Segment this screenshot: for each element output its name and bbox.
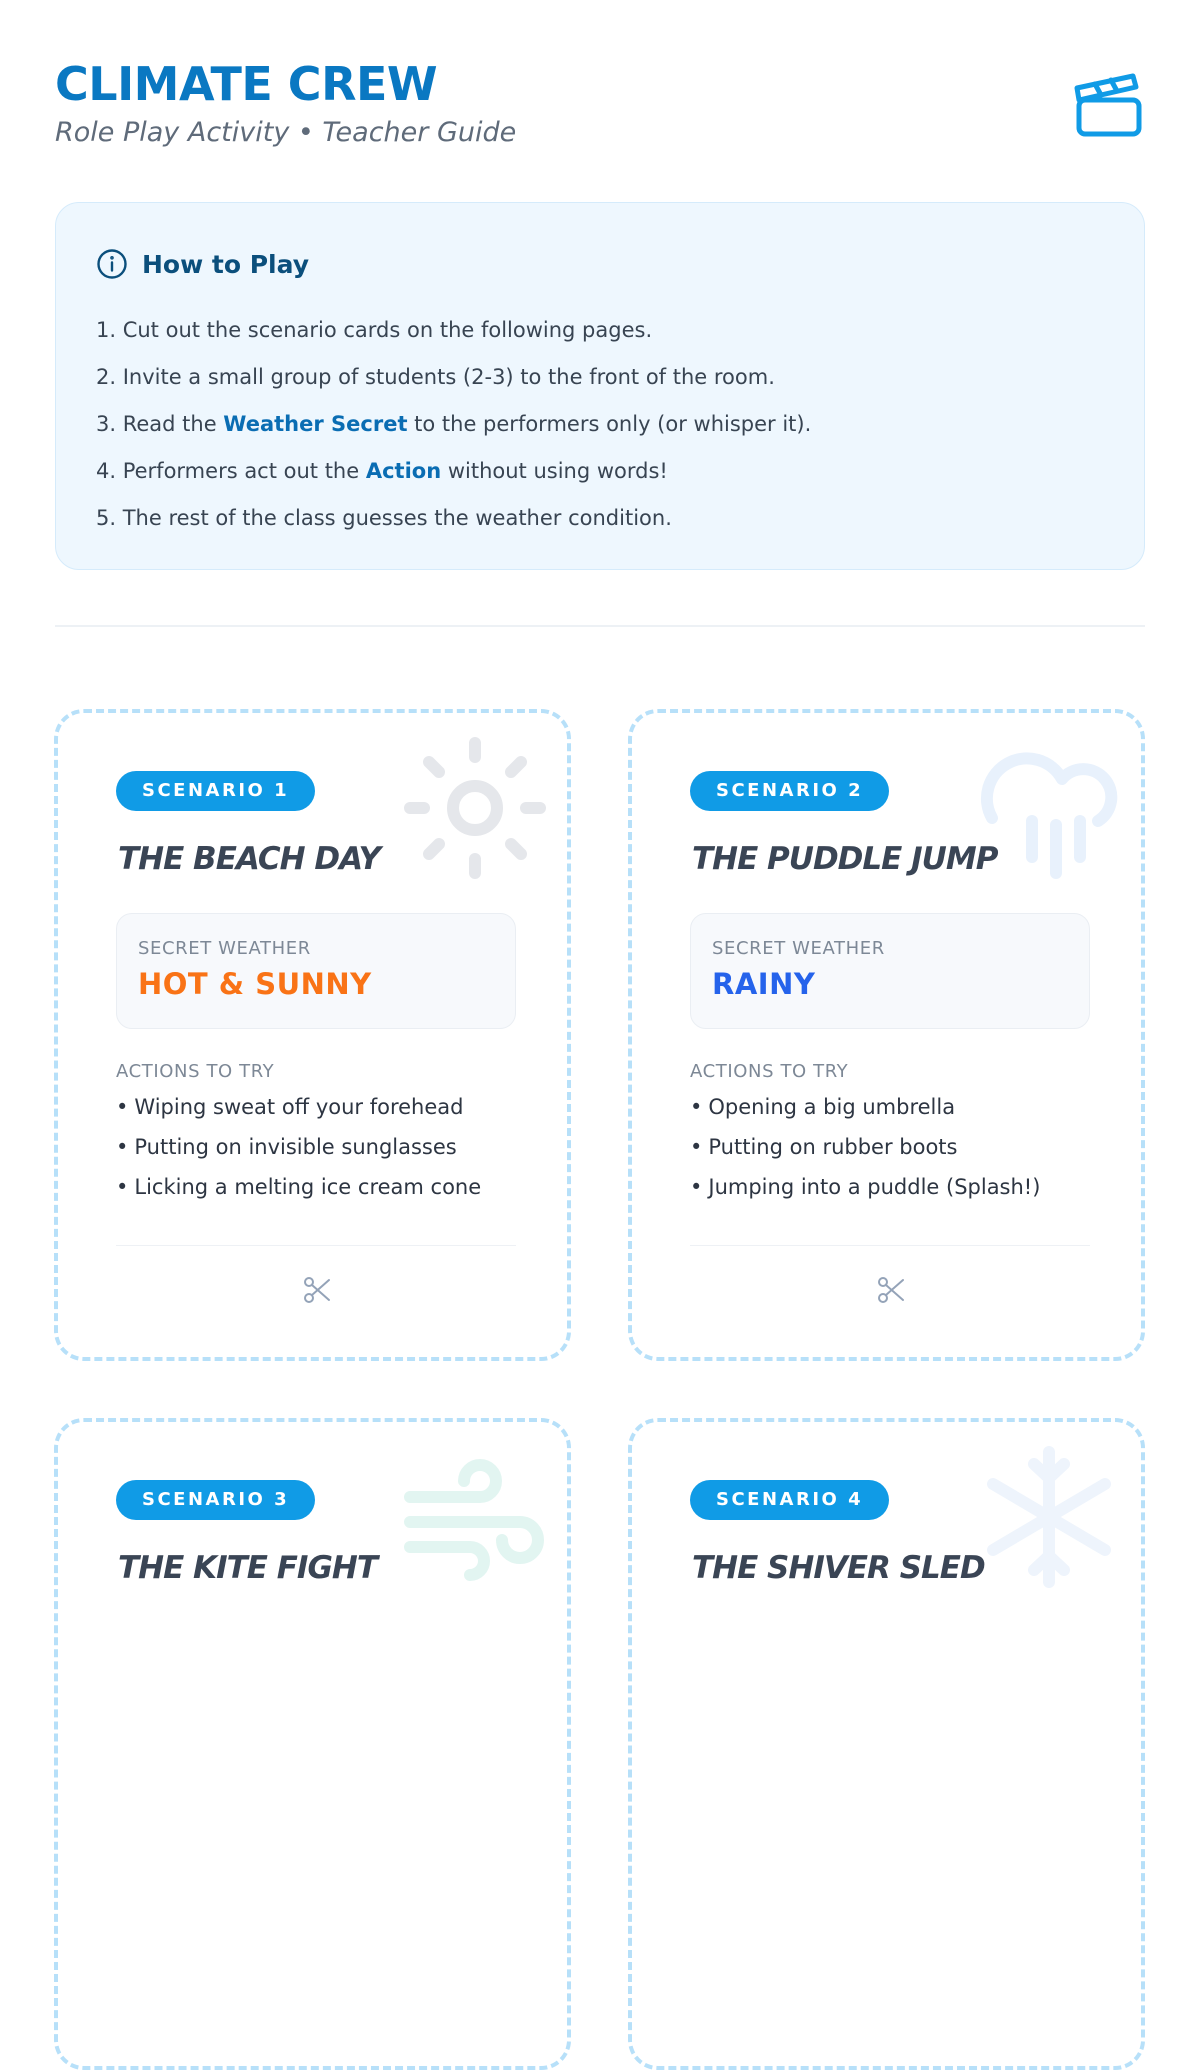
step-item: 5. The rest of the class guesses the weather condition.	[96, 506, 672, 530]
secret-weather-box	[116, 913, 516, 1029]
info-icon	[96, 248, 128, 280]
scenario-badge: SCENARIO 4	[690, 1480, 889, 1520]
actions-list	[116, 1087, 481, 1207]
step-highlight: Weather Secret	[223, 412, 408, 436]
sun-icon	[400, 733, 550, 883]
step-item: 3. Read the Weather Secret to the performers only (or whisper it).	[96, 412, 812, 436]
wind-icon	[400, 1442, 550, 1592]
page-header	[55, 56, 1145, 166]
actions-label: ACTIONS TO TRY	[116, 1061, 275, 1082]
scenario-title: THE KITE FIGHT	[118, 1550, 377, 1586]
steps-list	[96, 307, 811, 542]
action-item: • Licking a melting ice cream cone	[116, 1175, 482, 1199]
how-to-play-header	[96, 247, 309, 281]
how-to-play-panel	[55, 202, 1145, 570]
page-subtitle: Role Play Activity • Teacher Guide	[55, 117, 517, 148]
scenario-card-1	[54, 709, 571, 1361]
scenario-badge: SCENARIO 1	[116, 771, 315, 811]
step-item: 2. Invite a small group of students (2-3) to the front of the room.	[96, 365, 775, 389]
action-item: • Putting on rubber boots	[690, 1135, 958, 1159]
actions-list	[690, 1087, 1040, 1207]
scenario-title: THE PUDDLE JUMP	[692, 841, 998, 877]
scenario-badge: SCENARIO 2	[690, 771, 889, 811]
step-item: 4. Performers act out the Action without using words!	[96, 459, 668, 483]
section-divider	[55, 625, 1145, 627]
action-item: • Opening a big umbrella	[690, 1095, 956, 1119]
clapperboard-icon	[1073, 68, 1145, 140]
scenario-card-2	[628, 709, 1145, 1361]
secret-weather-label: SECRET WEATHER	[712, 938, 885, 959]
scissors-icon	[876, 1275, 906, 1305]
scenario-card-4	[628, 1418, 1145, 2070]
action-item: • Wiping sweat off your forehead	[116, 1095, 464, 1119]
secret-weather-box	[690, 913, 1090, 1029]
snowflake-icon	[974, 1442, 1124, 1592]
step-item: 1. Cut out the scenario cards on the following pages.	[96, 318, 653, 342]
secret-weather-label: SECRET WEATHER	[138, 938, 311, 959]
action-item: • Putting on invisible sunglasses	[116, 1135, 457, 1159]
scenario-title: THE SHIVER SLED	[692, 1550, 985, 1586]
card-divider	[116, 1245, 516, 1246]
secret-weather-value: HOT & SUNNY	[138, 967, 372, 1001]
scenario-badge: SCENARIO 3	[116, 1480, 315, 1520]
scissors-icon	[302, 1275, 332, 1305]
page-title: CLIMATE CREW	[55, 57, 438, 111]
actions-label: ACTIONS TO TRY	[690, 1061, 849, 1082]
scenario-title: THE BEACH DAY	[118, 841, 381, 877]
scenario-card-3	[54, 1418, 571, 2070]
card-divider	[690, 1245, 1090, 1246]
step-highlight: Action	[365, 459, 442, 483]
action-item: • Jumping into a puddle (Splash!)	[690, 1175, 1041, 1199]
how-to-play-title: How to Play	[142, 249, 310, 279]
secret-weather-value: RAINY	[712, 967, 816, 1001]
